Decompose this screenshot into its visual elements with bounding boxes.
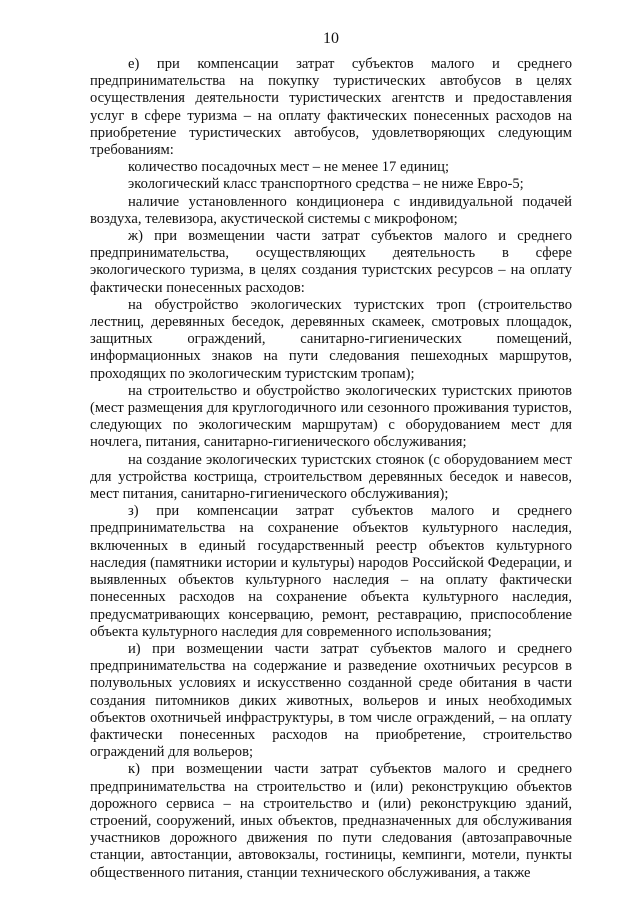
paragraph-e-tourist-buses: е) при компенсации затрат субъектов малого и среднего предпринимательства на покупку туристических автобусов в целях осуществления деятельности туристических агентств и предоставления услуг в сфере туризма – на оплату фактических понесенных расходов на приобретение туристических автобусов, удовлетворяющих следующим требованиям: xyxy=(90,56,572,159)
paragraph-i-hunting-resources: и) при возмещении части затрат субъектов малого и среднего предпринимательства на содержание и разведение охотничьих ресурсов в полувольных условиях и искусственно созданной среде обитания в части создания питомников диких животных, вольеров и иных необходимых объектов охотничьей инфраструктуры, в том числе ограждений, – на оплату фактически понесенных расходов на приобретение, строительство ограждений для вольеров; xyxy=(90,640,572,761)
document-page xyxy=(90,30,572,882)
paragraph-k-road-service: к) при возмещении части затрат субъектов малого и среднего предпринимательства на строительство и (или) реконструкцию объектов дорожного сервиса – на строительство и (или) реконструкцию зданий, строений, сооружений, иных объектов, предназначенных для обслуживания участников дорожного движения по пути следования (автозаправочные станции, автостанции, автовокзалы, гостиницы, кемпинги, мотели, пункты общественного питания, станции технического обслуживания, а также xyxy=(90,761,572,881)
paragraph-seat-count: количество посадочных мест – не менее 17 единиц; xyxy=(128,159,449,176)
paragraph-eco-class: экологический класс транспортного средства – не ниже Евро-5; xyxy=(128,176,524,193)
paragraph-eco-trails: на обустройство экологических туристских троп (строительство лестниц, деревянных беседок, деревянных скамеек, смотровых площадок, защитных ограждений, санитарно-гигиенических помещений, информационных знаков на пути следования пешеходных маршрутов, проходящих по экологическим туристским тропам); xyxy=(90,296,572,382)
paragraph-eco-shelters: на строительство и обустройство экологических туристских приютов (мест размещения для круглогодичного или сезонного проживания туристов, следующих по экологическим маршрутам) с оборудованием мест для ночлега, питания, санитарно-гигиенического обслуживания; xyxy=(90,382,572,451)
paragraph-air-conditioner: наличие установленного кондиционера с индивидуальной подачей воздуха, телевизора, акустической системы с микрофоном; xyxy=(90,193,572,227)
paragraph-zh-eco-tourism: ж) при возмещении части затрат субъектов малого и среднего предпринимательства, осуществляющих деятельность в сфере экологического туризма, в целях создания туристских ресурсов – на оплату фактически понесенных расходов: xyxy=(90,228,572,296)
paragraph-eco-camps: на создание экологических туристских стоянок (с оборудованием мест для устройства кострища, строительством деревянных беседок и навесов, мест питания, санитарно-гигиенического обслуживания); xyxy=(90,451,572,503)
page-number: 10 xyxy=(323,30,339,47)
paragraph-z-cultural-heritage: з) при компенсации затрат субъектов малого и среднего предпринимательства на сохранение объектов культурного наследия, включенных в единый государственный реестр объектов культурного наследия (памятники истории и культуры) народов Российской Федерации, и выявленных объектов культурного наследия – на оплату фактически понесенных расходов на сохранение объекта культурного наследия, предусматривающих консервацию, ремонт, реставрацию, приспособление объекта культурного наследия для современного использования; xyxy=(90,503,572,640)
